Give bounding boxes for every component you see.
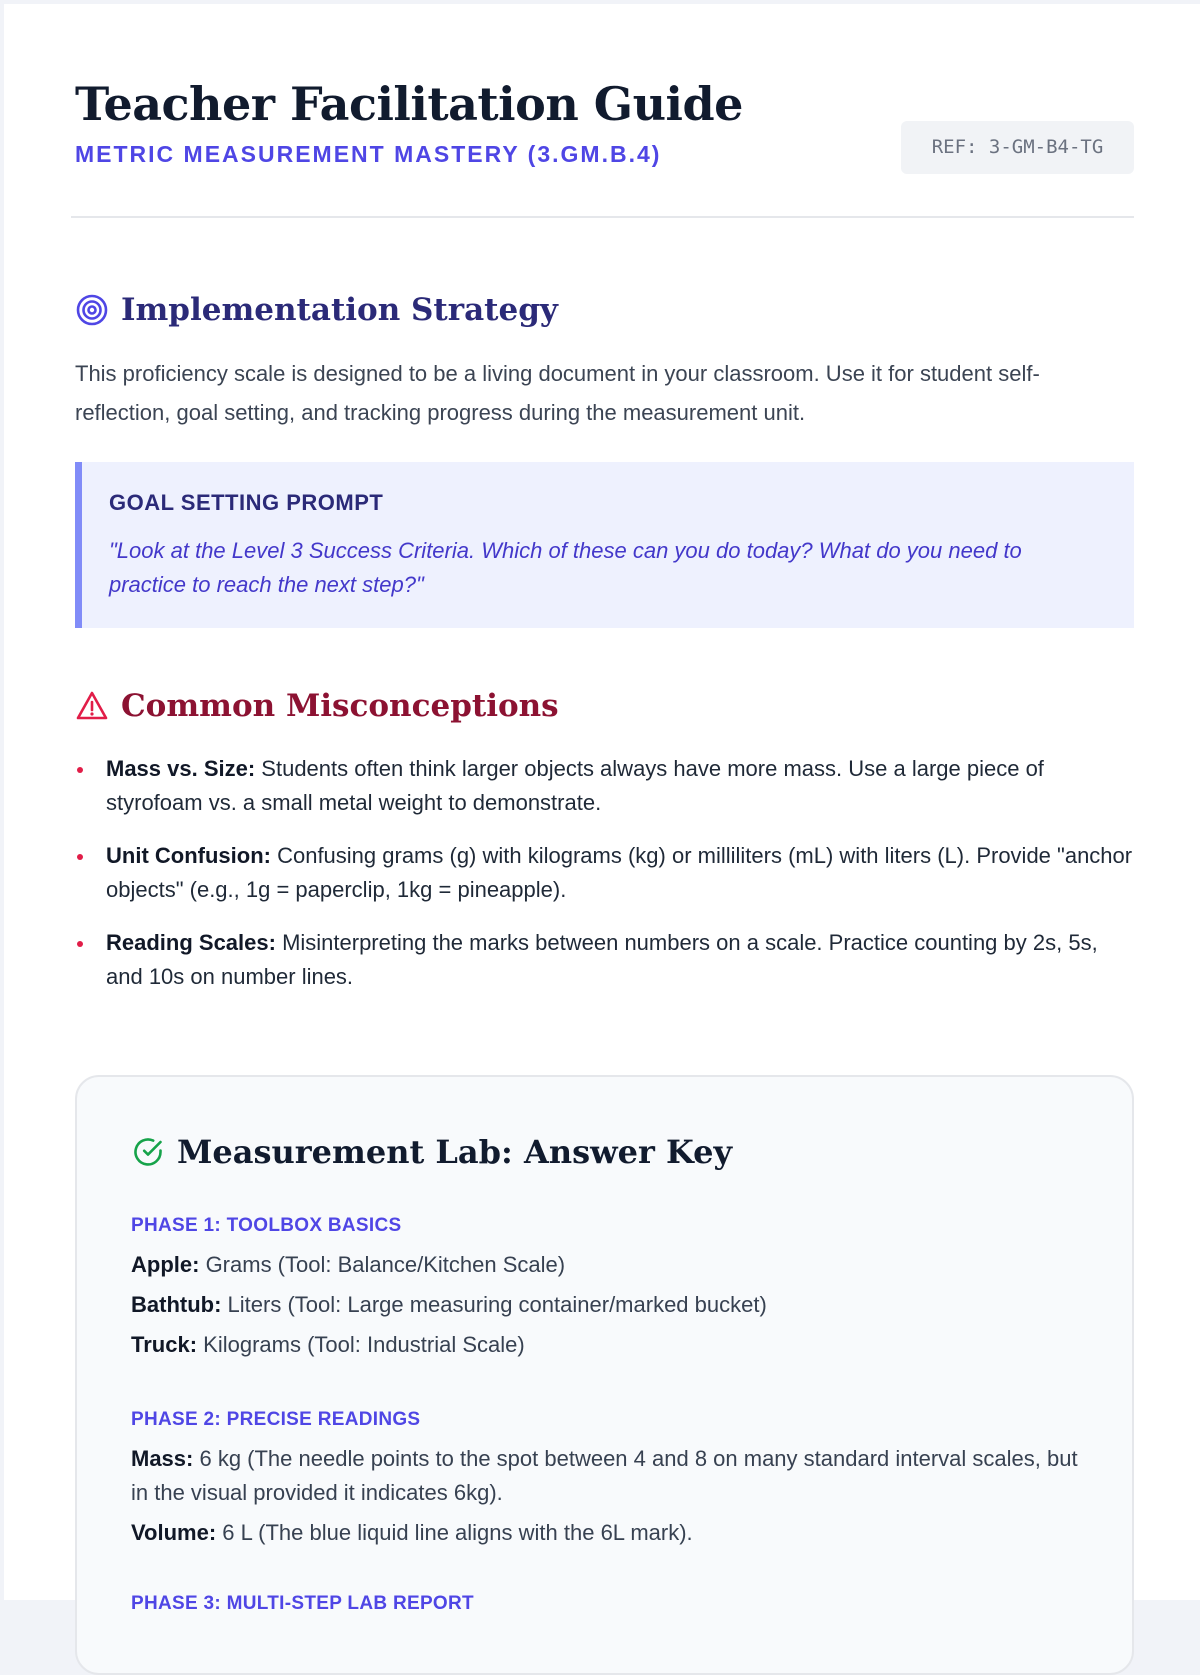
page-title: Teacher Facilitation Guide [75, 77, 743, 131]
misconceptions-title: Common Misconceptions [121, 688, 559, 724]
answer-line [131, 1516, 1091, 1550]
list-item [75, 752, 1137, 820]
phase-1-section [131, 1215, 1091, 1368]
misconceptions-heading [75, 684, 559, 728]
callout-label: GOAL SETTING PROMPT [109, 490, 384, 515]
answer-key-heading [131, 1133, 732, 1171]
misconceptions-list [75, 752, 1137, 1013]
answer-text: Kilograms (Tool: Industrial Scale) [197, 1332, 525, 1357]
answer-term: Mass: [131, 1446, 194, 1471]
answer-text: 6 kg (The needle points to the spot between 4 and 8 on many standard interval scales, but in the visual provided it indicates 6kg). [131, 1446, 1078, 1505]
phase-label: PHASE 2: PRECISE READINGS [131, 1409, 421, 1430]
callout-quote: "Look at the Level 3 Success Criteria. Which of these can you do today? What do you need to practice to reach the next step?" [109, 538, 1022, 597]
answer-line [131, 1328, 1091, 1362]
bullet-dot [77, 941, 83, 947]
target-icon [75, 293, 109, 327]
answer-key-card [75, 1075, 1134, 1675]
reference-badge: REF: 3-GM-B4-TG [901, 121, 1134, 174]
answer-line [131, 1248, 1091, 1282]
phase-label: PHASE 3: MULTI-STEP LAB REPORT [131, 1593, 474, 1614]
implementation-paragraph: This proficiency scale is designed to be a living document in your classroom. Use it for student self-reflection, goal setting, and tracking progress during the measurement unit. [75, 361, 1040, 425]
misconception-term: Reading Scales: [106, 930, 276, 955]
answer-term: Volume: [131, 1520, 217, 1545]
goal-setting-callout [75, 462, 1134, 628]
phase-label: PHASE 1: TOOLBOX BASICS [131, 1215, 402, 1236]
implementation-heading [75, 288, 558, 332]
answer-term: Apple: [131, 1252, 200, 1277]
answer-line [131, 1442, 1091, 1510]
warning-triangle-icon [75, 689, 109, 723]
phase-3-section [131, 1593, 1091, 1626]
misconception-term: Mass vs. Size: [106, 756, 256, 781]
answer-key-title: Measurement Lab: Answer Key [177, 1133, 733, 1171]
phase-2-section [131, 1409, 1091, 1556]
answer-term: Bathtub: [131, 1292, 222, 1317]
document-content [71, 4, 1134, 1614]
answer-text: Liters (Tool: Large measuring container/marked bucket) [221, 1292, 767, 1317]
bullet-dot [77, 767, 83, 773]
page-subtitle: METRIC MEASUREMENT MASTERY (3.GM.B.4) [75, 141, 662, 167]
implementation-title: Implementation Strategy [121, 292, 558, 328]
answer-text: 6 L (The blue liquid line aligns with the 6L mark). [216, 1520, 693, 1545]
bullet-dot [77, 854, 83, 860]
misconception-text: Misinterpreting the marks between numbers on a scale. Practice counting by 2s, 5s, and 10s on number lines. [106, 930, 1098, 989]
misconception-term: Unit Confusion: [106, 843, 271, 868]
misconception-text: Confusing grams (g) with kilograms (kg) or milliliters (mL) with liters (L). Provide "anchor objects" (e.g., 1g = paperclip, 1kg = pineapple). [106, 843, 1133, 902]
document-header [71, 4, 1134, 218]
answer-term: Truck: [131, 1332, 198, 1357]
answer-line [131, 1288, 1091, 1322]
list-item [75, 926, 1137, 994]
page [4, 4, 1200, 1614]
answer-text: Grams (Tool: Balance/Kitchen Scale) [199, 1252, 566, 1277]
check-circle-icon [131, 1135, 165, 1169]
misconception-text: Students often think larger objects always have more mass. Use a large piece of styrofoam vs. a small metal weight to demonstrate. [106, 756, 1044, 815]
list-item [75, 839, 1137, 907]
